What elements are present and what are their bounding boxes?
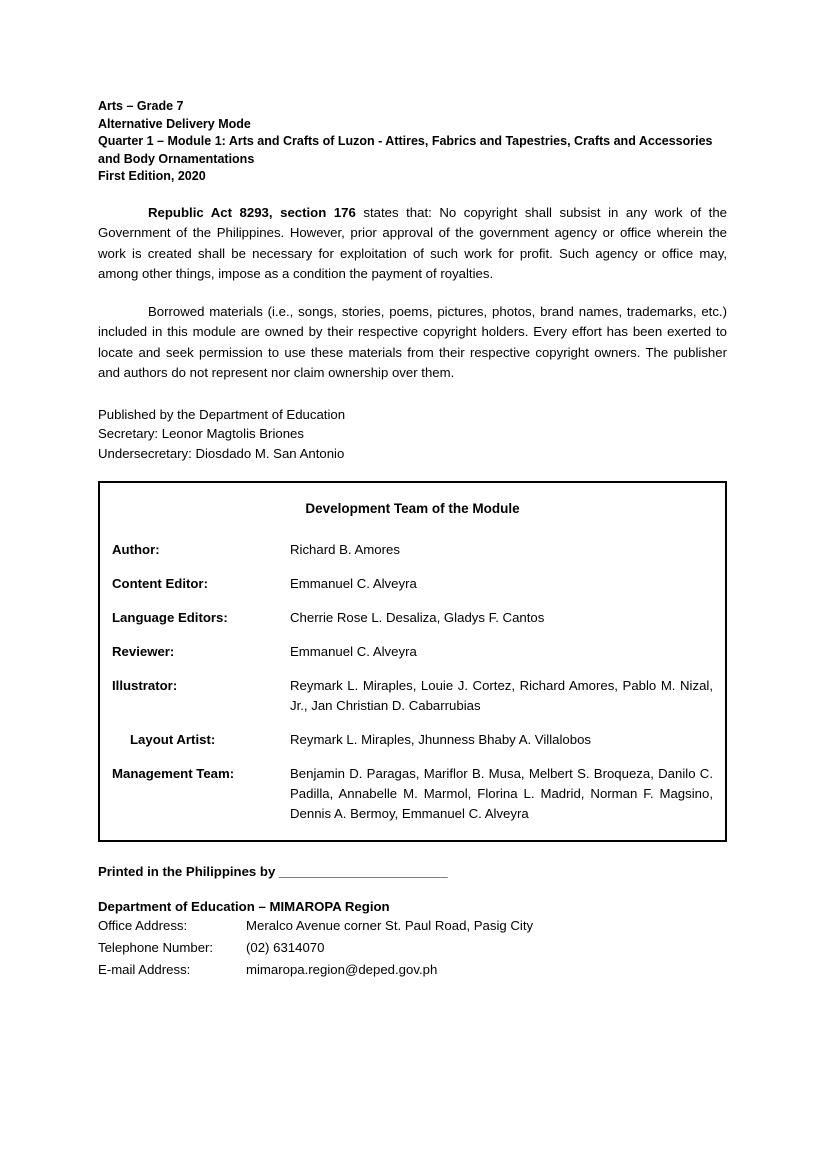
borrowed-materials-text: Borrowed materials (i.e., songs, stories, poems, pictures, photos, brand names, trademarks, etc.) included in this module are owned by their respective copyright holders. Every effort has been exerted to locate and seek permission to use these materials from their respective copyright owners. The publisher and authors do not represent nor claim ownership over them. xyxy=(98,303,727,380)
republic-act-label: Republic Act 8293, section 176 xyxy=(148,204,356,220)
role-label-content-editor: Content Editor: xyxy=(112,576,208,591)
heading-edition-year: First Edition, 2020 xyxy=(98,169,206,183)
table-row xyxy=(112,574,713,608)
department-title: Department of Education – MIMAROPA Region xyxy=(98,899,390,914)
role-label-reviewer: Reviewer: xyxy=(112,644,175,659)
role-value-language-editors: Cherrie Rose L. Desaliza, Gladys F. Cantos xyxy=(290,610,545,625)
secretary-line: Secretary: Leonor Magtolis Briones xyxy=(98,426,304,441)
heading-delivery-mode: Alternative Delivery Mode xyxy=(98,116,251,131)
publisher-line: Published by the Department of Education xyxy=(98,406,346,422)
role-label-layout-artist: Layout Artist: xyxy=(130,732,216,747)
role-label-illustrator: Illustrator: xyxy=(112,678,178,693)
table-row xyxy=(112,764,713,824)
heading-quarter-module: Quarter 1 – Module 1: Arts and Crafts of Luzon - Attires, Fabrics and Tapestries, Crafts and Accessories and Body Ornamentations xyxy=(98,134,713,166)
role-value-reviewer: Emmanuel C. Alveyra xyxy=(290,644,417,659)
republic-act-text: states that: No copyright shall subsist in any work of the Government of the Philippines. However, prior approval of the government agency or office wherein the work is created shall be necessary for exploitation of such work for profit. Such agency or office may, among other things, impose as a condition the payment of royalties. xyxy=(98,204,727,281)
borrowed-materials-paragraph xyxy=(98,302,727,384)
role-value-content-editor: Emmanuel C. Alveyra xyxy=(290,576,417,591)
table-row xyxy=(112,676,713,730)
development-team-table xyxy=(112,540,713,824)
contact-value-telephone: (02) 6314070 xyxy=(246,940,325,955)
contact-row xyxy=(98,916,533,938)
role-label-language-editors: Language Editors: xyxy=(112,610,228,625)
table-row xyxy=(112,642,713,676)
heading-subject-grade: Arts – Grade 7 xyxy=(98,99,184,113)
table-row xyxy=(112,540,713,574)
role-label-author: Author: xyxy=(112,542,160,557)
department-contact-table xyxy=(98,916,533,982)
undersecretary-line: Undersecretary: Diosdado M. San Antonio xyxy=(98,445,345,461)
role-value-author: Richard B. Amores xyxy=(290,542,400,557)
role-value-management-team: Benjamin D. Paragas, Mariflor B. Musa, Melbert S. Broqueza, Danilo C. Padilla, Annabelle M. Marmol, Florina L. Madrid, Norman F. Magsino, Dennis A. Bermoy, Emmanuel C. Alveyra xyxy=(290,766,713,821)
printed-in-line xyxy=(98,864,727,879)
development-team-title: Development Team of the Module xyxy=(305,501,520,516)
contact-row xyxy=(98,938,533,960)
table-row xyxy=(112,608,713,642)
contact-label-email: E-mail Address: xyxy=(98,962,191,977)
contact-value-email: mimaropa.region@deped.gov.ph xyxy=(246,962,438,977)
role-value-layout-artist: Reymark L. Miraples, Jhunness Bhaby A. Villalobos xyxy=(290,732,592,747)
role-label-management-team: Management Team: xyxy=(112,766,235,781)
contact-value-office-address: Meralco Avenue corner St. Paul Road, Pasig City xyxy=(246,918,534,933)
development-team-box xyxy=(98,481,727,842)
contact-label-office-address: Office Address: xyxy=(98,918,188,933)
publisher-block xyxy=(98,405,727,464)
role-value-illustrator: Reymark L. Miraples, Louie J. Cortez, Richard Amores, Pablo M. Nizal, Jr., Jan Christian D. Cabarrubias xyxy=(290,678,713,713)
document-page xyxy=(98,98,727,982)
module-heading xyxy=(98,98,727,186)
contact-label-telephone: Telephone Number: xyxy=(98,940,214,955)
table-row xyxy=(112,730,713,764)
copyright-paragraph xyxy=(98,203,727,285)
contact-row xyxy=(98,960,533,982)
printed-in-label: Printed in the Philippines by xyxy=(98,864,279,879)
printed-in-blank: _______________________ xyxy=(278,864,448,879)
